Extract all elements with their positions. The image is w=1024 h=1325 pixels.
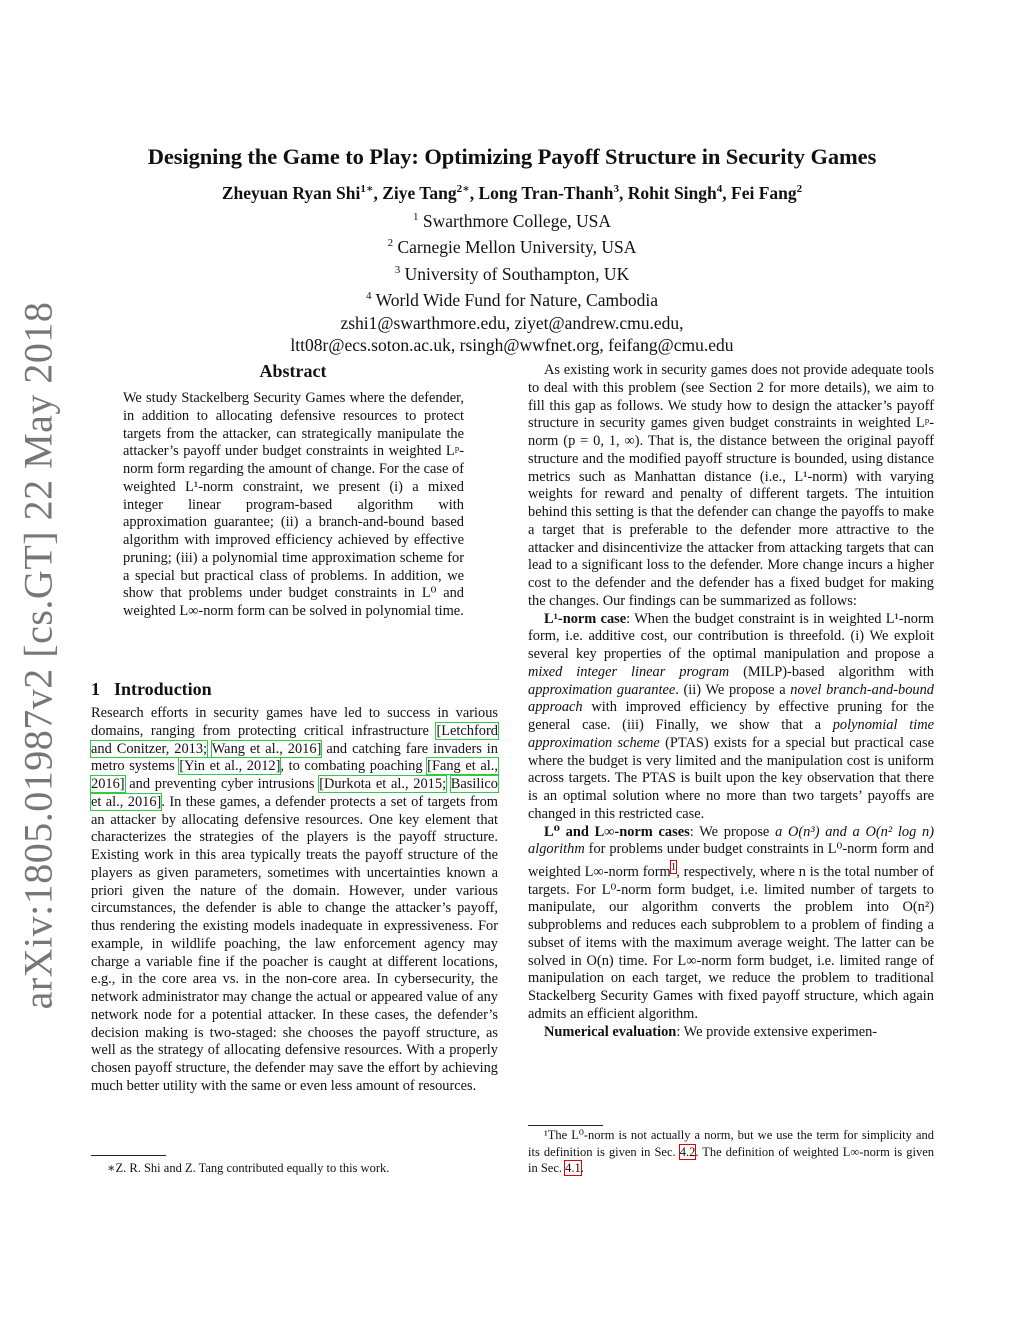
affiliation: $^4$ World Wide Fund for Nature, Cambodia — [366, 290, 658, 311]
section-ref-link[interactable]: 4.2 — [679, 1144, 696, 1159]
author-mark: 2 — [796, 183, 803, 195]
abstract-body: We study Stackelberg Security Games where the defender, in addition to allocating defensive resources to protect targets from the attacker, can strategically manipulate the attacker’s payoff under budget constraints in weighted Lᵖ-norm form regarding the amount of change. For the case of weighted L¹-norm constraint, we present (i) a mixed integer linear program-based algorithm with approximation guarantee; (ii) a branch-and-bound based algorithm with improved efficiency achieved by effective pruning; (iii) a polynomial time approximation scheme for a special but practical class of problems. In addition, we show that problems under budget constraints in L⁰ and weighted L∞-norm form can be solved in polynomial time. — [123, 390, 464, 619]
section-title: Introduction — [114, 679, 212, 699]
section-heading — [91, 679, 212, 700]
l0-paragraph: L⁰ and L∞-norm cases: We propose a O(n³) and a O(n² log n) algorithm for problems under budget constraints in L⁰-norm form and weighted L∞-norm form$^1$, respectively, where n is the total number of targets. For L⁰-norm form budget, i.e. limited number of targets to manipulate, our algorithm converts the problem into O(n²) subproblems and reduces each subproblem to a problem of finding a subset of items with the maximum average weight. The latter can be solved in O(n) time. For L∞-norm form budget, i.e. limited range of manipulation on each target, we reduce the problem to traditional Stackelberg Security Games with fixed payoff structure, which again admits an efficient algorithm. — [528, 823, 935, 1022]
intro-body — [91, 705, 498, 1096]
citation-link[interactable]: [Durkota et al., 2015; — [319, 776, 447, 792]
citation-link[interactable]: [Fang et al., 2016] — [91, 758, 498, 792]
section-ref-link[interactable]: 4.1 — [565, 1161, 581, 1175]
author-mark: 4 — [716, 183, 723, 195]
affiliation: $^3$ University of Southampton, UK — [394, 263, 630, 284]
paper-title: Designing the Game to Play: Optimizing Payoff Structure in Security Games — [147, 144, 877, 169]
intro-paragraph: Research efforts in security games have led to success in various domains, ranging from protecting critical infrastructure [Letchford and Conitzer, 2013; Wang et al., 2016] and catching fare invaders in metro systems [Yin et al., 2012], to combating poaching [Fang et al., 2016] and preventing cyber intrusions [Durkota et al., 2015; Basilico et al., 2016]. In these games, a defender protects a set of targets from an attacker by allocating defensive resources. One key element that characterizes the strategies of the players is the payoff structure. Existing work in this area typically treats the payoff structure of the players as given parameters, sometimes with uncertainties known a priori given the nature of the domain. However, under various circumstances, the defender is able to change the attacker’s payoff, thus rendering the existing models inadequate in expressiveness. For example, in wildlife poaching, the law enforcement agency may charge a variable fine if the poacher is caught at different locations, e.g., in the core area vs. in the non-core area. In cybersecurity, the network administrator may change the actual or appeared value of any network node for a potential attacker. In these cases, the defender’s decision making is two-staged: she chooses the payoff structure, as well as the strategy of allocating defensive resources. With a properly chosen payoff structure, the defender may save the effort by achieving much better utility with the same or even less amount of resources. — [91, 705, 498, 1094]
footnote-right: ¹The L⁰-norm is not actually a norm, but we use the term for simplicity and its definition is given in Sec. 4.2. The definition of weighted L∞-norm is given in Sec. 4.1. — [528, 1128, 934, 1175]
author-mark: 1∗ — [360, 183, 374, 195]
arxiv-stamp — [8, 301, 68, 1009]
email-line: ltt08r@ecs.soton.ac.uk, rsingh@wwfnet.org, feifang@cmu.edu — [290, 335, 734, 356]
right-column — [528, 362, 934, 1041]
citation-link[interactable]: [Letchford and Conitzer, 2013; — [91, 722, 498, 757]
numerical-paragraph: Numerical evaluation: We provide extensive experimen- — [544, 1023, 878, 1040]
footnote-rule — [528, 1125, 603, 1126]
affiliation: $^2$ Carnegie Mellon University, USA — [387, 237, 637, 258]
section-number: 1 — [91, 679, 100, 699]
footnote-ref-link[interactable]: 1 — [670, 861, 677, 873]
author-mark: 2∗ — [456, 183, 470, 195]
author-name: Rohit Singh — [627, 182, 717, 203]
email-line: zshi1@swarthmore.edu, ziyet@andrew.cmu.edu, — [340, 312, 684, 333]
arxiv-stamp-text: arXiv:1805.01987v2 [cs.GT] 22 May 2018 — [15, 301, 61, 1009]
abstract-heading: Abstract — [259, 361, 327, 381]
author-name: Long Tran-Thanh — [478, 182, 614, 203]
footnote-left: ∗Z. R. Shi and Z. Tang contributed equally to this work. — [107, 1161, 390, 1175]
author-name: Fei Fang — [731, 182, 797, 203]
affiliation: $^1$ Swarthmore College, USA — [413, 210, 611, 231]
l1-paragraph: L¹-norm case: When the budget constraint is in weighted L¹-norm form, i.e. additive cost, our contribution is threefold. (i) We exploit several key properties of the optimal manipulation and propose a mixed integer linear program (MILP)-based algorithm with approximation guarantee. (ii) We propose a novel branch-and-bound approach with improved efficiency by effective pruning for the general case. (iii) Finally, we show that a polynomial time approximation scheme (PTAS) exists for a special but practical case where the budget is very limited and the manipulation cost is uniform across targets. The PTAS is built upon the key observation that there is an optimal solution where no more than two targets’ payoffs are changed in this restricted case. — [528, 610, 934, 822]
footnote-rule — [91, 1155, 166, 1156]
author-list: Zheyuan Ryan Shi$^{1∗}$, Ziye Tang$^{2∗}$, Long Tran-Thanh$^3$, Rohit Singh$^4$, Fei Fang$^2$ — [221, 182, 803, 203]
author-name: Zheyuan Ryan Shi — [221, 182, 361, 203]
author-name: Ziye Tang — [382, 182, 457, 203]
affiliations — [60, 206, 964, 357]
citation-link[interactable]: Basilico et al., 2016] — [91, 776, 498, 810]
author-mark: 3 — [613, 183, 620, 195]
right-paragraph: As existing work in security games does not provide adequate tools to deal with this problem (see Section 2 for more details), we aim to fill this gap as follows. We study how to design the attacker’s payoff structure in security games given budget constraints in weighted Lᵖ-norm (p = 0, 1, ∞). That is, the distance between the original payoff structure and the modified payoff structure is bounded, using distance metrics such as Manhattan distance (i.e., L¹-norm) with varying weights for reward and penalty of different targets. The intuition behind this setting is that the defender can change the payoffs to make a target that is preferable to the defender more attractive to the attacker and disincentivize the attacker from attacking targets that can lead to a significant loss to the defender. More change incurs a higher cost to the defender and the defender has a fixed budget for making the changes. Our findings can be summarized as follows: — [528, 362, 934, 609]
citation-link[interactable]: [Yin et al., 2012] — [179, 758, 281, 775]
citation-link[interactable]: Wang et al., 2016] — [211, 740, 322, 757]
